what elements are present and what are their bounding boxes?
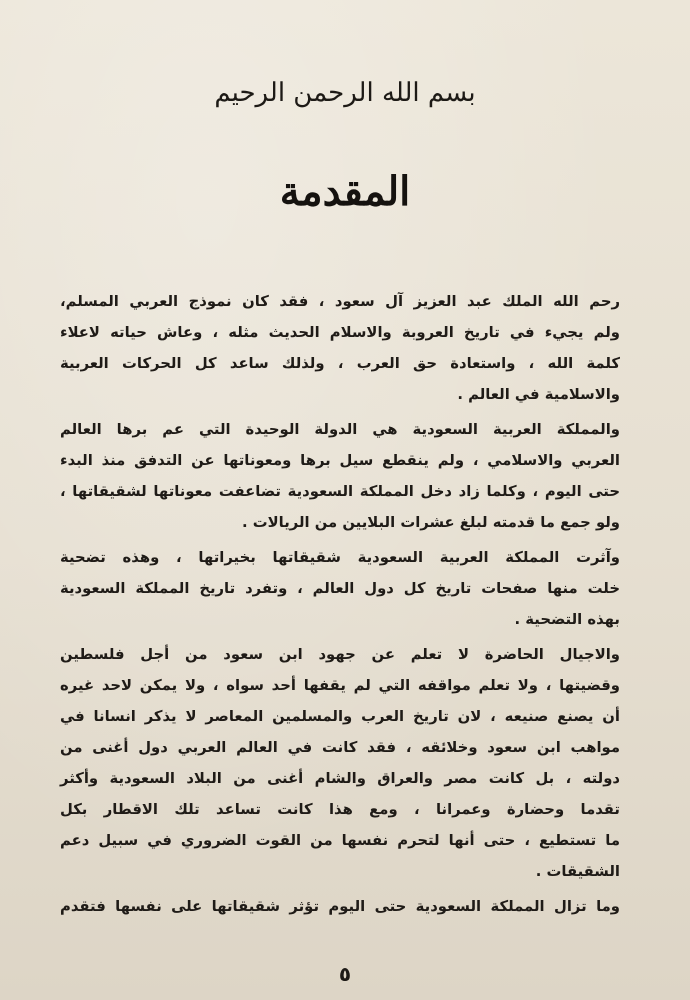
text-line: ما تستطيع ، حتى أنها لتحرم نفسها من القوت الضروري في سبيل دعم	[60, 832, 620, 849]
text-line: وقضيتها ، ولا تعلم مواقفه التي لم يقفها أحد سواه ، ولا يمكن لاحد غيره	[60, 677, 620, 694]
text-line: والمملكة العربية السعودية هي الدولة الوحيدة التي عم برها العالم	[60, 421, 620, 438]
text-line: والاجيال الحاضرة لا تعلم عن جهود ابن سعود من أجل فلسطين	[60, 646, 620, 663]
paragraph-5	[60, 891, 620, 922]
text-line: كلمة الله ، واستعادة حق العرب ، ولذلك ساعد كل الحركات العربية	[60, 355, 620, 372]
text-line: العربي والاسلامي ، ولم ينقطع سيل برها ومعوناتها عن التدفق منذ البدء	[60, 452, 620, 469]
text-line: بهذه التضحية .	[514, 611, 620, 628]
text-line: ولو جمع ما قدمته لبلغ عشرات البلايين من الريالات .	[241, 514, 620, 531]
text-line: الشقيقات .	[535, 863, 620, 880]
page-title: المقدمة	[279, 168, 411, 215]
text-line: رحم الله الملك عبد العزيز آل سعود ، فقد كان نموذج العربي المسلم،	[60, 293, 620, 310]
text-line: دولته ، بل كانت مصر والعراق والشام أغنى من البلاد السعودية وأكثر	[60, 770, 620, 787]
text-line: تقدما وحضارة وعمرانا ، ومع هذا كانت تساعد تلك الاقطار بكل	[60, 801, 620, 818]
paragraph-2	[60, 414, 620, 538]
text-line: خلت منها صفحات تاريخ كل دول العالم ، وتفرد تاريخ المملكة السعودية	[60, 580, 620, 597]
text-line: مواهب ابن سعود وخلائقه ، فقد كانت في العالم العربي دول أغنى من	[60, 739, 620, 756]
text-line: أن يصنع صنيعه ، لان تاريخ العرب والمسلمين المعاصر لا يذكر انسانا في	[60, 708, 620, 725]
text-line: ولم يجيء في تاريخ العروبة والاسلام الحديث مثله ، وعاش حياته لاعلاء	[60, 324, 620, 341]
paragraph-4	[60, 639, 620, 887]
paragraph-3	[60, 542, 620, 635]
body-text	[60, 286, 620, 926]
page-number: ٥	[338, 962, 352, 986]
basmala-calligraphy: بسم الله الرحمن الرحيم	[214, 78, 476, 108]
paragraph-1	[60, 286, 620, 410]
text-line: والاسلامية في العالم .	[457, 386, 620, 403]
text-line: وآثرت المملكة العربية السعودية شقيقاتها بخيراتها ، وهذه تضحية	[60, 549, 620, 566]
text-line: حتى اليوم ، وكلما زاد دخل المملكة السعودية تضاعفت معوناتها لشقيقاتها ،	[60, 483, 620, 500]
text-line: وما تزال المملكة السعودية حتى اليوم تؤثر شقيقاتها على نفسها فتقدم	[60, 898, 620, 915]
